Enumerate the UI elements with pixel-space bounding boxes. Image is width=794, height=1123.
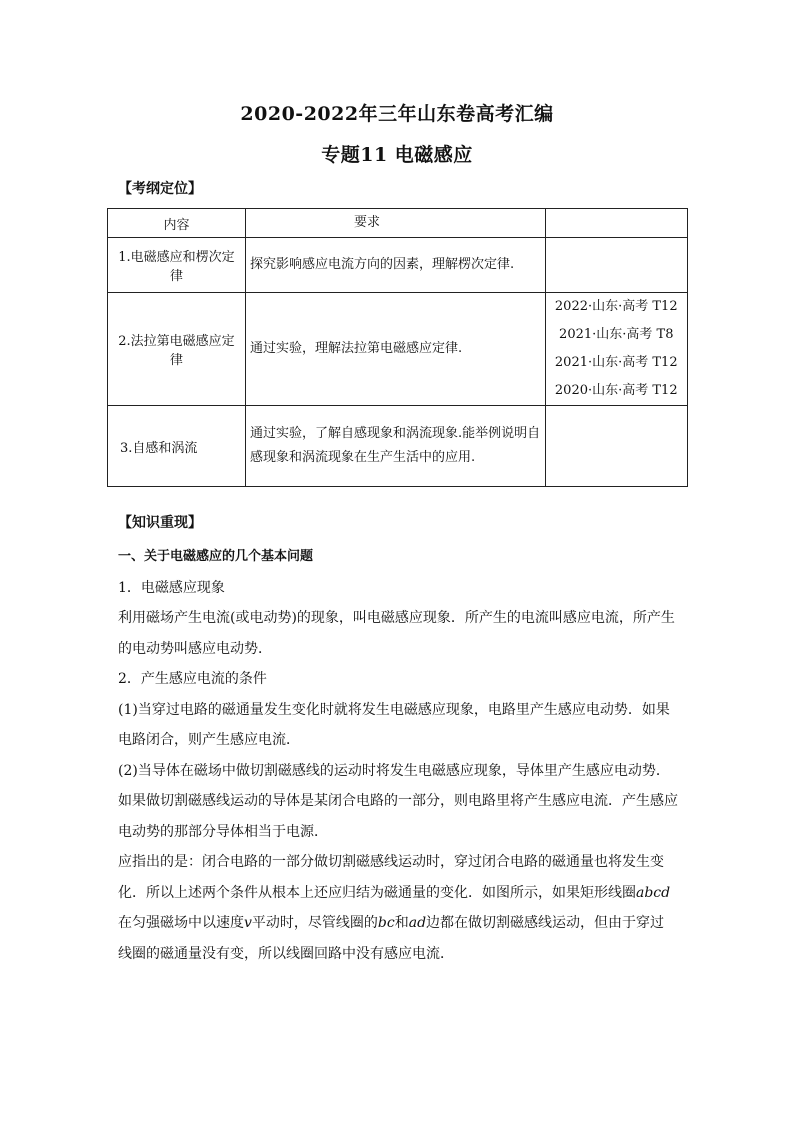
table-cell-content: 3.自感和涡流	[108, 406, 246, 487]
table-header-cell: 要求	[245, 209, 545, 238]
coil-label: abcd	[636, 884, 671, 901]
text-run: 边都在做切割磁感线运动，但由于穿过线圈的磁通量没有变，所以线圈回路中没有感应电流．	[118, 915, 665, 962]
table-cell-exams	[545, 406, 687, 487]
table-cell-requirement: 通过实验，理解法拉第电磁感应定律.	[245, 293, 545, 406]
table-row	[108, 406, 688, 487]
outline-table	[107, 208, 688, 487]
table-header-cell: 内容	[108, 209, 246, 238]
text-run: 应指出的是：闭合电路的一部分做切割磁感线运动时，穿过闭合电路的磁通量也将发生变化．所以上述两个条件从根本上还应归结为磁通量的变化．如图所示，如果矩形线圈	[118, 854, 664, 901]
table-cell-requirement: 通过实验，了解自感现象和涡流现象.能举例说明自感现象和涡流现象在生产生活中的应用.	[245, 406, 545, 487]
section-title: 一、关于电磁感应的几个基本问题	[118, 549, 314, 564]
paragraph: (2)当导体在磁场中做切割磁感线的运动时将发生电磁感应现象，导体里产生感应电动势．如果做切割磁感线运动的导体是某闭合电路的一部分，则电路里将产生感应电流．产生感应电动势的那部分导体相当于电源．	[118, 762, 678, 840]
text-run: 在匀强磁场中以速度	[118, 915, 244, 931]
edge-label: ad	[408, 915, 427, 931]
table-cell-content: 2.法拉第电磁感应定律	[108, 293, 246, 406]
table-cell-exams	[545, 238, 687, 293]
table-cell-requirement: 探究影响感应电流方向的因素，理解楞次定律.	[245, 238, 545, 293]
paragraph: 利用磁场产生电流(或电动势)的现象，叫电磁感应现象．所产生的电流叫感应电流，所产生的电动势叫感应电动势．	[118, 610, 675, 657]
exam-reference: 2020·山东·高考 T12	[554, 383, 678, 398]
outline-heading: 【考纲定位】	[118, 181, 202, 197]
table-cell-content: 1.电磁感应和楞次定律	[108, 238, 246, 293]
knowledge-body	[118, 542, 678, 969]
table-header-cell	[545, 209, 687, 238]
table-row	[108, 238, 688, 293]
table-cell-exams	[545, 293, 687, 406]
item-title: 1．电磁感应现象	[118, 579, 225, 596]
table-row	[108, 293, 688, 406]
table-header-row	[108, 209, 688, 238]
exam-reference: 2021·山东·高考 T12	[554, 355, 678, 370]
document-subtitle: 专题11 电磁感应	[321, 144, 473, 166]
knowledge-heading: 【知识重现】	[118, 515, 202, 531]
velocity-symbol: v	[244, 915, 252, 931]
edge-label: bc	[377, 915, 395, 931]
paragraph: (1)当穿过电路的磁通量发生变化时就将发生电磁感应现象，电路里产生感应电动势．如果电路闭合，则产生感应电流．	[118, 701, 670, 748]
document-title: 2020-2022年三年山东卷高考汇编	[240, 103, 554, 125]
exam-reference: 2022·山东·高考 T12	[554, 299, 678, 314]
text-run: 平动时，尽管线圈的	[251, 915, 378, 931]
exam-reference: 2021·山东·高考 T8	[559, 327, 674, 342]
text-run: 和	[394, 915, 409, 931]
item-title: 2．产生感应电流的条件	[118, 671, 267, 687]
note-paragraph	[118, 847, 678, 969]
